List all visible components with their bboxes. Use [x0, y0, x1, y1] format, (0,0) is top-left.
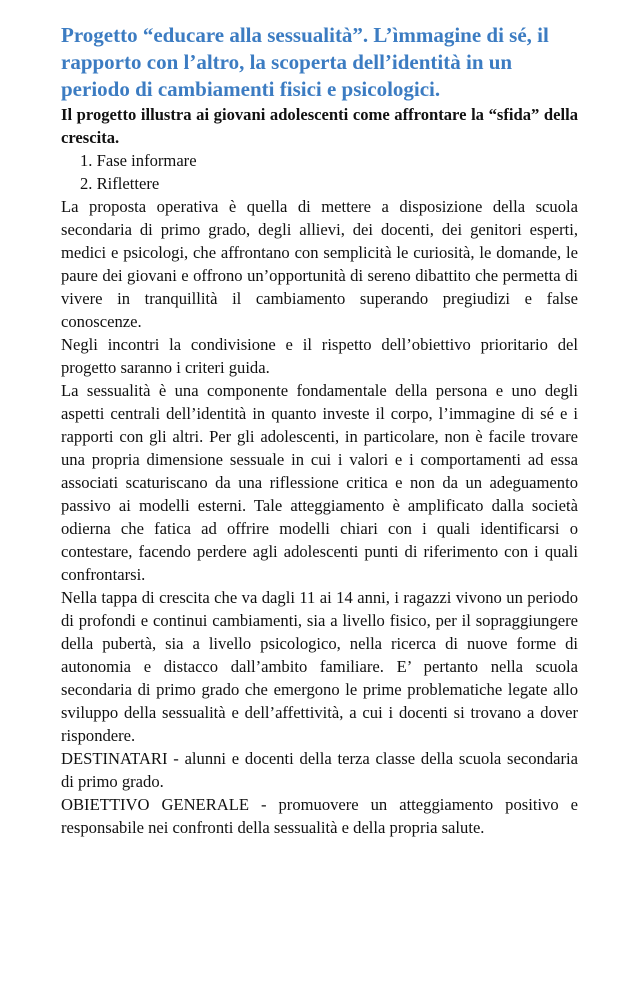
list-item: 2. Riflettere — [80, 174, 160, 193]
list-item: 1. Fase informare — [80, 151, 197, 170]
document-title: Progetto “educare alla sessualità”. L’ìmmagine di sé, il rapporto con l’altro, la scoperta dell’identità in un periodo di cambiamenti fisici e psicologici. — [61, 23, 549, 101]
paragraph-general-objective: OBIETTIVO GENERALE - promuovere un atteggiamento positivo e responsabile nei confronti della sessualità e della propria salute. — [61, 795, 578, 837]
paragraph-recipients: DESTINATARI - alunni e docenti della terza classe della scuola secondaria di primo grado. — [61, 749, 578, 791]
paragraph-guiding-criteria: Negli incontri la condivisione e il rispetto dell’obiettivo prioritario del progetto saranno i criteri guida. — [61, 335, 578, 377]
lead-paragraph: Il progetto illustra ai giovani adolescenti come affrontare la “sfida” della crescita. — [61, 105, 578, 147]
paragraph-proposal: La proposta operativa è quella di mettere a disposizione della scuola secondaria di primo grado, degli allievi, dei docenti, dei genitori esperti, medici e psicologi, che affrontano con semplicità le curiosità, le domande, le paure dei giovani e offrono un’opportunità di sereno dibattito che permetta di vivere in tranquillità il cambiamento superando pregiudizi e false conoscenze. — [61, 197, 578, 331]
steps-list — [61, 149, 578, 195]
paragraph-growth-stage: Nella tappa di crescita che va dagli 11 ai 14 anni, i ragazzi vivono un periodo di profondi e continui cambiamenti, sia a livello fisico, per il sopraggiungere della pubertà, sia a livello psicologico, nella ricerca di nuove forme di autonomia e distacco dall’ambito familiare. E’ pertanto nella scuola secondaria di primo grado che emergono le prime problematiche legate allo sviluppo della sessualità e dell’affettività, a cui i docenti si trovano a dover rispondere. — [61, 588, 578, 745]
paragraph-sexuality: La sessualità è una componente fondamentale della persona e uno degli aspetti centrali dell’identità in quanto investe il corpo, l’immagine di sé e i rapporti con gli altri. Per gli adolescenti, in particolare, non è facile trovare una propria dimensione sessuale in cui i valori e i comportamenti ad essa associati scaturiscano da una riflessione critica e non da un adeguamento passivo ai modelli esterni. Tale atteggiamento è amplificato dalla società odierna che fatica ad offrire modelli chiari con i quali identificarsi o contestare, facendo perdere agli adolescenti punti di riferimento con i quali confrontarsi. — [61, 381, 578, 584]
